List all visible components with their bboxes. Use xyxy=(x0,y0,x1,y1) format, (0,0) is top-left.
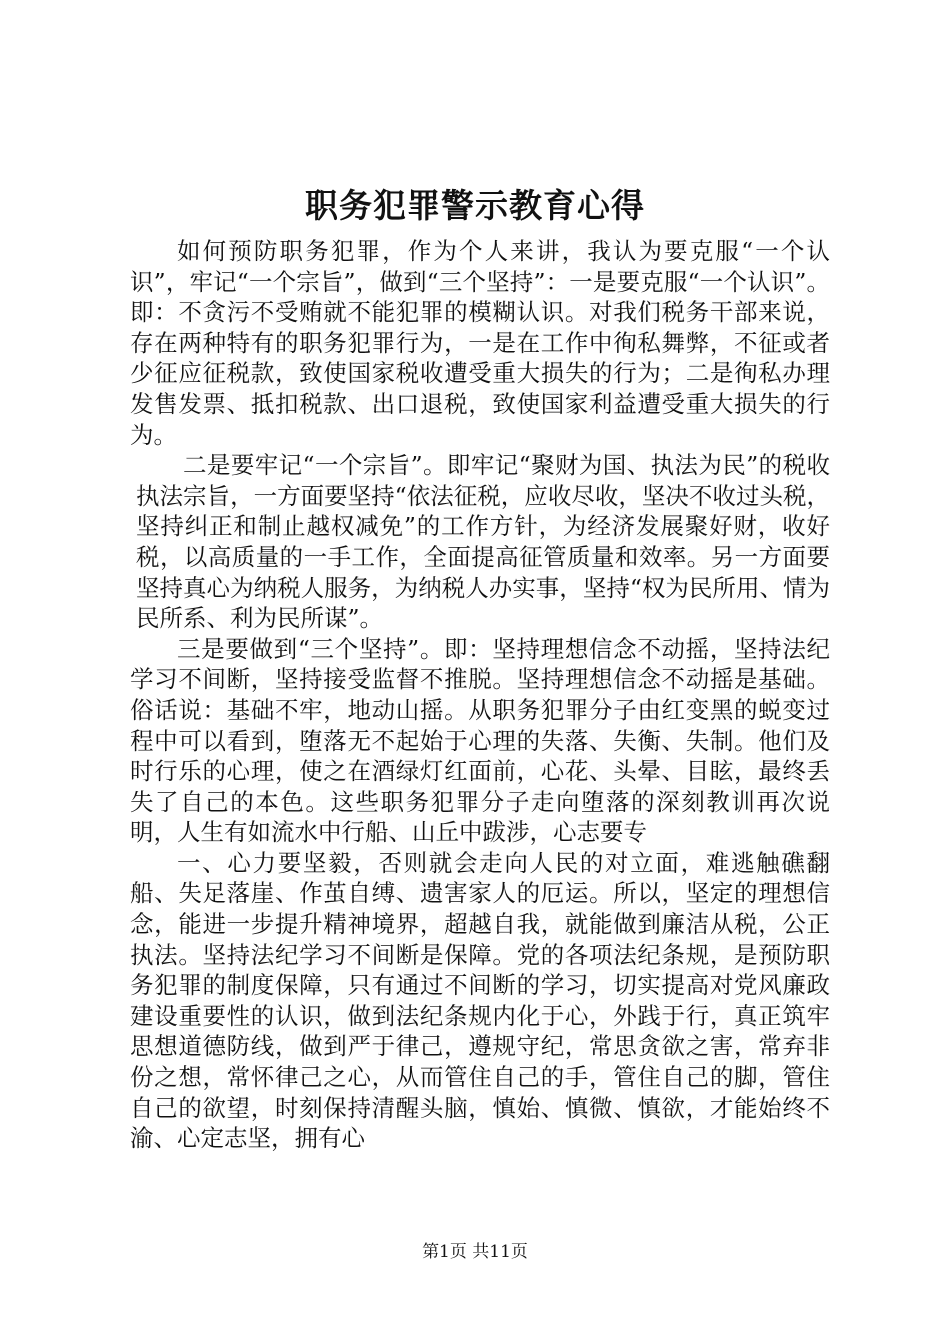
paragraph-2: 二是要牢记“一个宗旨”。即牢记“聚财为国、执法为民”的税收执法宗旨，一方面要坚持“依法征税，应收尽收，坚决不收过头税，坚持纠正和制止越权减免”的工作方针，为经济发展聚好财，收好税，以高质量的一手工作，全面提高征管质量和效率。另一方面要坚持真心为纳税人服务，为纳税人办实事，坚持“权为民所用、情为民所系、利为民所谋”。 xyxy=(136,451,830,633)
paragraph-4: 一、心力要坚毅，否则就会走向人民的对立面，难逃触礁翻船、失足落崖、作茧自缚、遗害家人的厄运。所以，坚定的理想信念，能进一步提升精神境界，超越自我，就能做到廉洁从税，公正执法。坚持法纪学习不间断是保障。党的各项法纪条规，是预防职务犯罪的制度保障，只有通过不间断的学习，切实提高对党风廉政建设重要性的认识，做到法纪条规内化于心，外践于行，真正筑牢思想道德防线，做到严于律己，遵规守纪，常思贪欲之害，常弃非份之想，常怀律己之心，从而管住自己的手，管住自己的脚，管住自己的欲望，时刻保持清醒头脑，慎始、慎微、慎欲，才能始终不渝、心定志坚，拥有心 xyxy=(130,848,830,1153)
paragraph-3: 三是要做到“三个坚持”。即：坚持理想信念不动摇，坚持法纪学习不间断，坚持接受监督不推脱。坚持理想信念不动摇是基础。俗话说：基础不牢，地动山摇。从职务犯罪分子由红变黑的蜕变过程中可以看到，堕落无不起始于心理的失落、失衡、失制。他们及时行乐的心理，使之在酒绿灯红面前，心花、头晕、目眩，最终丢失了自己的本色。这些职务犯罪分子走向堕落的深刻教训再次说明，人生有如流水中行船、山丘中跋涉，心志要专 xyxy=(130,634,830,847)
document-title: 职务犯罪警示教育心得 xyxy=(305,186,645,225)
document-body xyxy=(130,236,830,1154)
page-number-footer: 第1页 共11页 xyxy=(422,1242,528,1262)
paragraph-1: 如何预防职务犯罪，作为个人来讲，我认为要克服“一个认识”，牢记“一个宗旨”，做到“三个坚持”：一是要克服“一个认识”。即：不贪污不受贿就不能犯罪的模糊认识。对我们税务干部来说，存在两种特有的职务犯罪行为，一是在工作中徇私舞弊，不征或者少征应征税款，致使国家税收遭受重大损失的行为；二是徇私办理发售发票、抵扣税款、出口退税，致使国家利益遭受重大损失的行为。 xyxy=(130,237,830,449)
